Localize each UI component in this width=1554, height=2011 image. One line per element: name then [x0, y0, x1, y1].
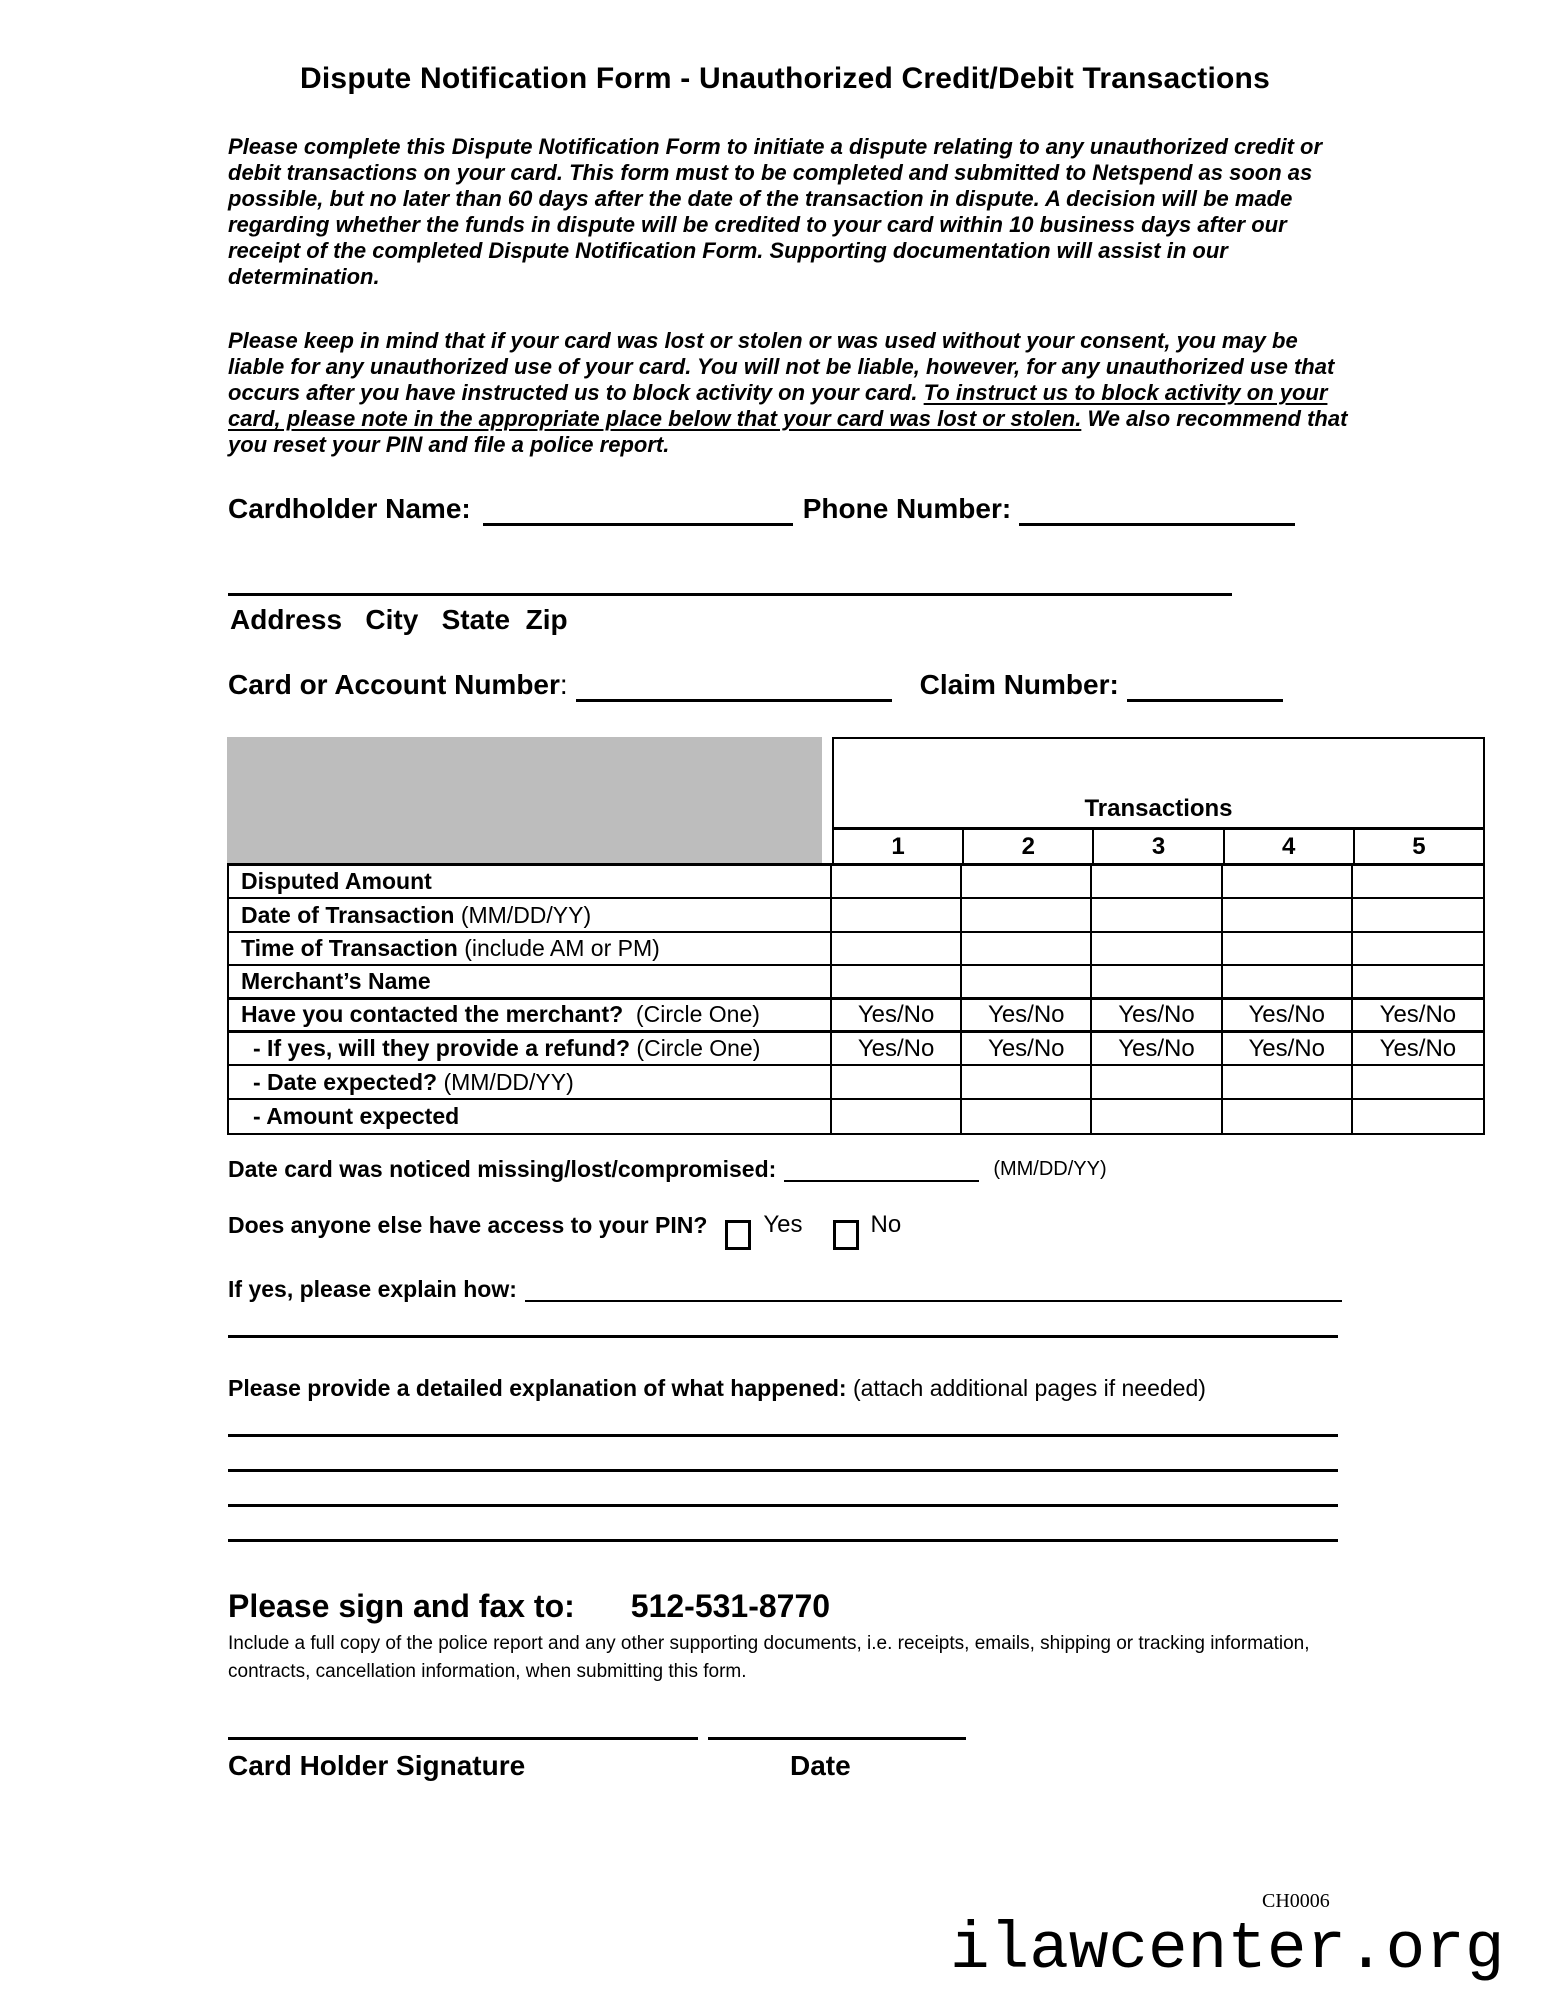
- table-cell[interactable]: [962, 933, 1092, 966]
- yes-no-cell[interactable]: Yes/No: [1353, 1033, 1483, 1066]
- signature-line[interactable]: [228, 1708, 698, 1740]
- table-cell[interactable]: [1353, 966, 1483, 999]
- detail-hint: (attach additional pages if needed): [846, 1375, 1206, 1401]
- table-cell[interactable]: [1223, 1066, 1353, 1099]
- row-label-merchants-name: Merchant’s Name: [229, 966, 832, 999]
- table-cell[interactable]: [1092, 866, 1222, 899]
- transactions-header: Transactions: [832, 737, 1485, 830]
- date-missing-label: Date card was noticed missing/lost/compromised:: [228, 1156, 777, 1182]
- no-checkbox[interactable]: [833, 1220, 859, 1250]
- row-label-amount-expected: - Amount expected: [229, 1100, 832, 1133]
- column-header-1: 1: [834, 830, 964, 863]
- table-cell[interactable]: [1223, 866, 1353, 899]
- explain-label: If yes, please explain how:: [228, 1276, 517, 1302]
- claim-number-label: Claim Number:: [919, 669, 1119, 700]
- writing-line-2[interactable]: [228, 1442, 1338, 1472]
- table-cell[interactable]: [1092, 933, 1222, 966]
- row-label-date-of-transaction: Date of Transaction (MM/DD/YY): [229, 899, 832, 932]
- column-header-3: 3: [1094, 830, 1224, 863]
- yes-no-cell[interactable]: Yes/No: [962, 1033, 1092, 1066]
- date-format-hint: (MM/DD/YY): [993, 1158, 1107, 1180]
- table-header-gray-cell: [227, 737, 822, 863]
- table-cell[interactable]: [832, 1100, 962, 1133]
- cardholder-name-label: Cardholder Name:: [228, 493, 471, 524]
- column-header-2: 2: [964, 830, 1094, 863]
- table-cell[interactable]: [832, 966, 962, 999]
- table-cell[interactable]: [1223, 933, 1353, 966]
- doc-code: CH0006: [1262, 1890, 1330, 1912]
- detail-label: Please provide a detailed explanation of what happened:: [228, 1375, 847, 1401]
- table-cell[interactable]: [1092, 899, 1222, 932]
- yes-no-cell[interactable]: Yes/No: [1092, 1033, 1222, 1066]
- table-cell[interactable]: [832, 933, 962, 966]
- table-cell[interactable]: [1353, 933, 1483, 966]
- transactions-table: [227, 863, 1485, 1135]
- explain-line-1[interactable]: [525, 1274, 1342, 1302]
- yes-no-cell[interactable]: Yes/No: [1223, 1033, 1353, 1066]
- site-watermark: ilawcenter.org: [950, 1912, 1505, 1987]
- table-cell[interactable]: [832, 866, 962, 899]
- table-cell[interactable]: [1092, 1100, 1222, 1133]
- intro-paragraph: Please complete this Dispute Notification Form to initiate a dispute relating to any unauthorized credit or debit transactions on your card. This form must to be completed and submitted to Netspend as soon as possible, but no later than 60 days after the date of the transaction in dispute. A decision will be made regarding whether the funds in dispute will be credited to your card within 10 business days after our receipt of the completed Dispute Notification Form. Supporting documentation will assist in our determination.: [228, 134, 1323, 289]
- row-label-disputed-amount: Disputed Amount: [229, 866, 832, 899]
- pin-question: Does anyone else have access to your PIN?: [228, 1212, 708, 1238]
- row-label-date-expected: - Date expected? (MM/DD/YY): [229, 1066, 832, 1099]
- explain-line-2[interactable]: [228, 1308, 1338, 1338]
- yes-no-cell[interactable]: Yes/No: [832, 1033, 962, 1066]
- table-cell[interactable]: [1092, 966, 1222, 999]
- yes-no-cell[interactable]: Yes/No: [832, 1000, 962, 1033]
- table-cell[interactable]: [1223, 1100, 1353, 1133]
- column-header-4: 4: [1225, 830, 1355, 863]
- page-title: Dispute Notification Form - Unauthorized Credit/Debit Transactions: [300, 62, 1270, 95]
- table-cell[interactable]: [1092, 1066, 1222, 1099]
- address-label: Address City State Zip: [230, 604, 568, 635]
- date-line[interactable]: [708, 1708, 966, 1740]
- date-label: Date: [790, 1750, 851, 1781]
- warning-text-post: We also recommend that you reset your PIN and file a police report.: [228, 406, 1348, 457]
- yes-no-cell[interactable]: Yes/No: [1223, 1000, 1353, 1033]
- pin-access-row: [228, 1210, 1342, 1250]
- table-cell[interactable]: [962, 966, 1092, 999]
- address-line[interactable]: [228, 562, 1232, 596]
- warning-paragraph: [228, 328, 1348, 458]
- table-cell[interactable]: [832, 899, 962, 932]
- row-label-provide-refund: - If yes, will they provide a refund? (Circle One): [229, 1033, 832, 1066]
- table-cell[interactable]: [1353, 899, 1483, 932]
- table-cell[interactable]: [962, 899, 1092, 932]
- column-header-5: 5: [1412, 832, 1426, 860]
- yes-label: Yes: [763, 1211, 803, 1238]
- yes-no-cell[interactable]: Yes/No: [962, 1000, 1092, 1033]
- card-account-colon: :: [559, 669, 568, 700]
- warning-text-underlined: To instruct us to block activity on your card, please note in the appropriate place below that your card was lost or stolen.: [228, 380, 1328, 431]
- table-cell[interactable]: [1223, 966, 1353, 999]
- writing-line-1[interactable]: [228, 1407, 1338, 1437]
- fax-row: [228, 1588, 830, 1625]
- explain-row: [228, 1274, 1342, 1304]
- no-label: No: [870, 1211, 902, 1238]
- warning-text-pre: Please keep in mind that if your card was lost or stolen or was used without your consent, you may be liable for any unauthorized use of your card. You will not be liable, however, for any unauthorized use that occurs after you have instructed us to block activity on your card.: [228, 328, 1335, 405]
- fax-number: 512-531-8770: [630, 1588, 831, 1624]
- writing-line-4[interactable]: [228, 1512, 1338, 1542]
- table-cell[interactable]: [1353, 1066, 1483, 1099]
- table-cell[interactable]: [962, 866, 1092, 899]
- include-note: Include a full copy of the police report and any other supporting documents, i.e. receipts, emails, shipping or tracking information, contracts, cancellation information, when submitting this form.: [228, 1633, 1310, 1682]
- fax-heading: Please sign and fax to:: [228, 1588, 575, 1624]
- table-cell[interactable]: [1223, 899, 1353, 932]
- yes-checkbox[interactable]: [725, 1220, 751, 1250]
- row-label-contacted-merchant: Have you contacted the merchant? (Circle One): [229, 1000, 832, 1033]
- date-missing-line[interactable]: [784, 1154, 979, 1182]
- writing-line-3[interactable]: [228, 1477, 1338, 1507]
- row-label-time-of-transaction: Time of Transaction (include AM or PM): [229, 933, 832, 966]
- date-missing-row: [228, 1154, 1342, 1184]
- yes-no-cell[interactable]: Yes/No: [1092, 1000, 1222, 1033]
- table-cell[interactable]: [1353, 1100, 1483, 1133]
- yes-no-cell[interactable]: Yes/No: [1353, 1000, 1483, 1033]
- transactions-column-numbers: [832, 830, 1485, 863]
- phone-number-label: Phone Number:: [802, 493, 1012, 524]
- card-account-label: Card or Account Number:: [228, 669, 568, 700]
- table-cell[interactable]: [962, 1066, 1092, 1099]
- cardholder-row: [228, 492, 1342, 526]
- detail-row: [228, 1373, 1378, 1403]
- card-account-row: [228, 668, 1342, 702]
- signature-label: Card Holder Signature: [228, 1750, 526, 1781]
- table-cell[interactable]: [1353, 866, 1483, 899]
- table-cell[interactable]: [962, 1100, 1092, 1133]
- claim-number-line[interactable]: [1127, 668, 1283, 702]
- card-account-line[interactable]: [576, 668, 892, 702]
- table-cell[interactable]: [832, 1066, 962, 1099]
- cardholder-name-line[interactable]: [483, 492, 793, 526]
- phone-number-line[interactable]: [1019, 492, 1295, 526]
